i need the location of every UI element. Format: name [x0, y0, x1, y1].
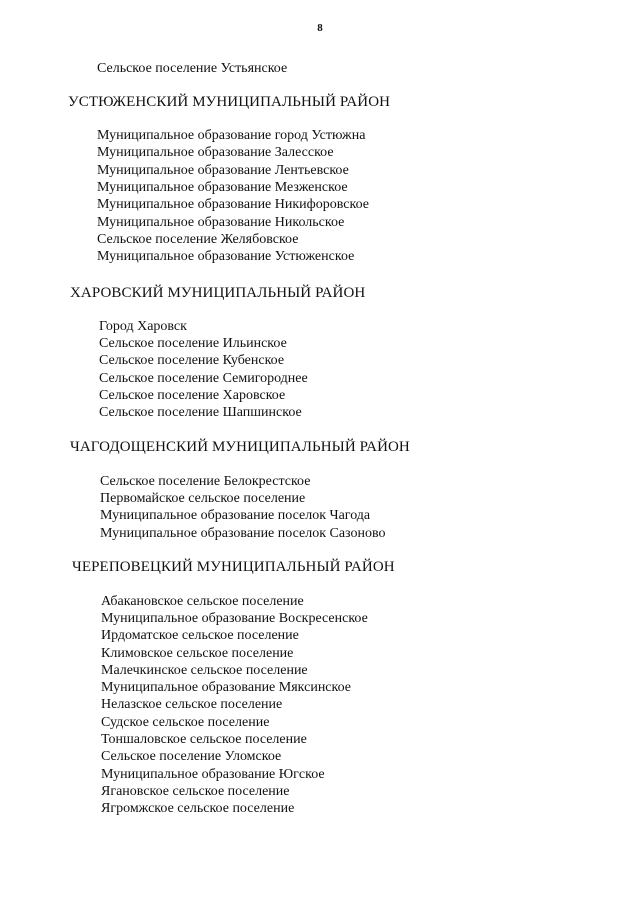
list-item: Муниципальное образование город Устюжна [97, 128, 366, 143]
list-item: Муниципальное образование поселок Чагода [100, 508, 371, 523]
list-item: Климовское сельское поселение [101, 646, 294, 661]
list-item: Малечкинское сельское поселение [101, 663, 308, 678]
list-item: Муниципальное образование Югское [101, 767, 325, 782]
section-heading: ЧЕРЕПОВЕЦКИЙ МУНИЦИПАЛЬНЫЙ РАЙОН [72, 559, 395, 575]
list-item: Муниципальное образование поселок Сазоново [100, 526, 386, 541]
list-item: Сельское поселение Шапшинское [99, 405, 302, 420]
section-heading: ЧАГОДОЩЕНСКИЙ МУНИЦИПАЛЬНЫЙ РАЙОН [70, 439, 410, 455]
list-item: Сельское поселение Белокрестское [100, 474, 311, 489]
list-item: Муниципальное образование Лентьевское [97, 163, 349, 178]
list-item: Город Харовск [99, 319, 187, 334]
list-item: Ирдоматское сельское поселение [101, 628, 299, 643]
list-item: Ягановское сельское поселение [101, 784, 290, 799]
list-item: Абакановское сельское поселение [101, 594, 304, 609]
list-item: Муниципальное образование Никольское [97, 215, 345, 230]
list-item: Муниципальное образование Никифоровское [97, 197, 369, 212]
list-item: Муниципальное образование Воскресенское [101, 611, 368, 626]
list-item: Судское сельское поселение [101, 715, 270, 730]
list-item: Сельское поселение Уломское [101, 749, 282, 764]
section-heading: ХАРОВСКИЙ МУНИЦИПАЛЬНЫЙ РАЙОН [70, 285, 366, 301]
list-item: Сельское поселение Кубенское [99, 353, 285, 368]
list-item: Сельское поселение Харовское [99, 388, 286, 403]
list-item: Муниципальное образование Мяксинское [101, 680, 351, 695]
list-item: Муниципальное образование Устюженское [97, 249, 355, 264]
list-item: Первомайское сельское поселение [100, 491, 306, 506]
list-item: Сельское поселение Устьянское [97, 61, 288, 76]
list-item: Нелазское сельское поселение [101, 697, 283, 712]
list-item: Ягромжское сельское поселение [101, 801, 295, 816]
list-item: Муниципальное образование Мезженское [97, 180, 348, 195]
list-item: Муниципальное образование Залесское [97, 145, 334, 160]
list-item: Сельское поселение Семигороднее [99, 371, 308, 386]
list-item: Тоншаловское сельское поселение [101, 732, 307, 747]
list-item: Сельское поселение Ильинское [99, 336, 287, 351]
list-item: Сельское поселение Желябовское [97, 232, 299, 247]
page-number: 8 [317, 22, 323, 34]
section-heading: УСТЮЖЕНСКИЙ МУНИЦИПАЛЬНЫЙ РАЙОН [68, 94, 391, 110]
